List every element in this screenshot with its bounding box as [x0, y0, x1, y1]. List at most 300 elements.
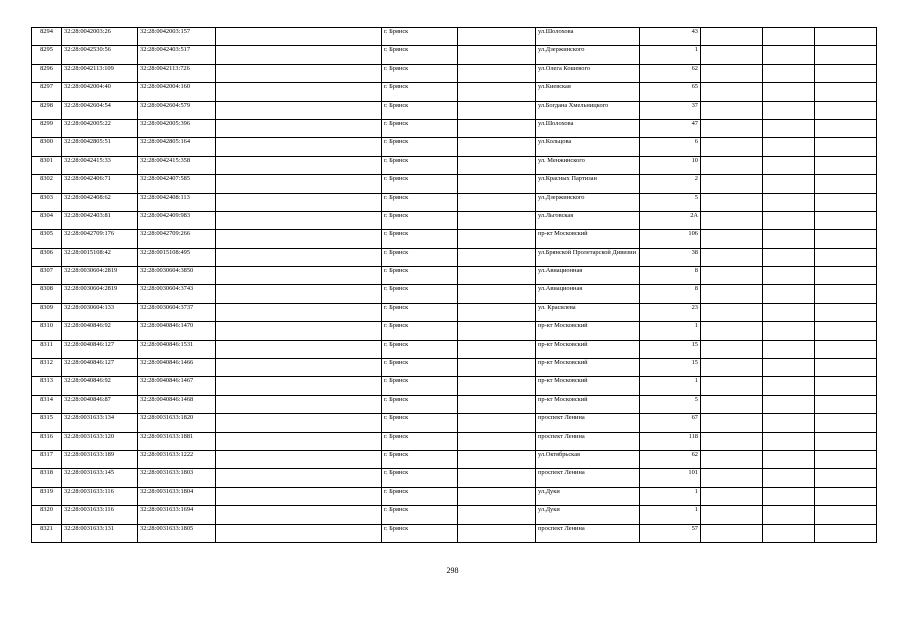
- street-cell: пр-кт Московский: [536, 377, 640, 395]
- empty-cell: [815, 138, 877, 156]
- empty-cell: [815, 359, 877, 377]
- row-number-cell: 8311: [32, 340, 62, 358]
- empty-cell: [815, 450, 877, 468]
- empty-cell: [216, 285, 382, 303]
- house-number-cell: 23: [640, 303, 701, 321]
- empty-cell: [763, 469, 815, 487]
- empty-cell: [701, 101, 763, 119]
- empty-cell: [763, 322, 815, 340]
- empty-cell: [763, 359, 815, 377]
- empty-cell: [701, 303, 763, 321]
- empty-cell: [763, 303, 815, 321]
- land-cadastral-number-cell: 32:28:0040846:92: [62, 377, 138, 395]
- row-number-cell: 8307: [32, 267, 62, 285]
- table-row: [32, 211, 877, 229]
- empty-cell: [216, 506, 382, 524]
- empty-cell: [701, 450, 763, 468]
- empty-cell: [701, 340, 763, 358]
- empty-cell: [763, 101, 815, 119]
- table-body: [32, 28, 877, 543]
- street-cell: проспект Ленина: [536, 432, 640, 450]
- building-cadastral-number-cell: 32:28:0042403:517: [138, 46, 216, 64]
- street-cell: ул.Брянской Пролетарской Дивизии: [536, 248, 640, 266]
- building-cadastral-number-cell: 32:28:0015108:495: [138, 248, 216, 266]
- empty-cell: [216, 395, 382, 413]
- house-number-cell: 5: [640, 395, 701, 413]
- table-row: [32, 450, 877, 468]
- building-cadastral-number-cell: 32:28:0042805:164: [138, 138, 216, 156]
- empty-cell: [701, 230, 763, 248]
- empty-cell: [701, 285, 763, 303]
- building-cadastral-number-cell: 32:28:0031633:1820: [138, 414, 216, 432]
- building-cadastral-number-cell: 32:28:0042003:157: [138, 28, 216, 46]
- empty-cell: [763, 138, 815, 156]
- house-number-cell: 1: [640, 377, 701, 395]
- row-number-cell: 8313: [32, 377, 62, 395]
- empty-cell: [701, 267, 763, 285]
- table-row: [32, 101, 877, 119]
- empty-cell: [763, 83, 815, 101]
- table-row: [32, 303, 877, 321]
- empty-cell: [701, 64, 763, 82]
- empty-cell: [763, 414, 815, 432]
- empty-cell: [763, 28, 815, 46]
- land-cadastral-number-cell: 32:28:0030604:133: [62, 303, 138, 321]
- land-cadastral-number-cell: 32:28:0030604:2819: [62, 267, 138, 285]
- table-row: [32, 156, 877, 174]
- street-cell: ул.Шолохова: [536, 119, 640, 137]
- land-cadastral-number-cell: 32:28:0040846:87: [62, 395, 138, 413]
- row-number-cell: 8321: [32, 524, 62, 542]
- city-cell: г. Брянск: [382, 138, 458, 156]
- row-number-cell: 8300: [32, 138, 62, 156]
- empty-cell: [701, 28, 763, 46]
- empty-cell: [815, 193, 877, 211]
- table-row: [32, 230, 877, 248]
- city-cell: г. Брянск: [382, 28, 458, 46]
- empty-cell: [216, 450, 382, 468]
- land-cadastral-number-cell: 32:28:0040846:127: [62, 359, 138, 377]
- land-cadastral-number-cell: 32:28:0031633:120: [62, 432, 138, 450]
- empty-cell: [458, 377, 536, 395]
- land-cadastral-number-cell: 32:28:0042003:26: [62, 28, 138, 46]
- building-cadastral-number-cell: 32:28:0042604:579: [138, 101, 216, 119]
- empty-cell: [763, 64, 815, 82]
- street-cell: пр-кт Московский: [536, 340, 640, 358]
- empty-cell: [216, 469, 382, 487]
- street-cell: ул.Авиационная: [536, 267, 640, 285]
- house-number-cell: 1: [640, 46, 701, 64]
- empty-cell: [458, 119, 536, 137]
- street-cell: пр-кт Московский: [536, 230, 640, 248]
- empty-cell: [815, 285, 877, 303]
- building-cadastral-number-cell: 32:28:0040846:1531: [138, 340, 216, 358]
- table-row: [32, 193, 877, 211]
- empty-cell: [763, 285, 815, 303]
- street-cell: пр-кт Московский: [536, 359, 640, 377]
- street-cell: ул.Льговская: [536, 211, 640, 229]
- empty-cell: [701, 138, 763, 156]
- empty-cell: [216, 175, 382, 193]
- row-number-cell: 8314: [32, 395, 62, 413]
- row-number-cell: 8299: [32, 119, 62, 137]
- city-cell: г. Брянск: [382, 248, 458, 266]
- house-number-cell: 62: [640, 64, 701, 82]
- empty-cell: [815, 267, 877, 285]
- empty-cell: [458, 211, 536, 229]
- empty-cell: [458, 267, 536, 285]
- empty-cell: [763, 450, 815, 468]
- empty-cell: [458, 506, 536, 524]
- street-cell: пр-кт Московский: [536, 395, 640, 413]
- house-number-cell: 106: [640, 230, 701, 248]
- table-row: [32, 414, 877, 432]
- empty-cell: [815, 211, 877, 229]
- building-cadastral-number-cell: 32:28:0030604:3743: [138, 285, 216, 303]
- land-cadastral-number-cell: 32:28:0042709:176: [62, 230, 138, 248]
- building-cadastral-number-cell: 32:28:0040846:1467: [138, 377, 216, 395]
- empty-cell: [216, 193, 382, 211]
- empty-cell: [763, 340, 815, 358]
- street-cell: пр-кт Московский: [536, 322, 640, 340]
- empty-cell: [815, 340, 877, 358]
- house-number-cell: 2А: [640, 211, 701, 229]
- row-number-cell: 8301: [32, 156, 62, 174]
- empty-cell: [815, 28, 877, 46]
- land-cadastral-number-cell: 32:28:0042113:109: [62, 64, 138, 82]
- building-cadastral-number-cell: 32:28:0031633:1804: [138, 487, 216, 505]
- empty-cell: [763, 230, 815, 248]
- house-number-cell: 2: [640, 175, 701, 193]
- house-number-cell: 6: [640, 138, 701, 156]
- building-cadastral-number-cell: 32:28:0042407:585: [138, 175, 216, 193]
- empty-cell: [701, 524, 763, 542]
- empty-cell: [216, 340, 382, 358]
- house-number-cell: 43: [640, 28, 701, 46]
- table-row: [32, 138, 877, 156]
- empty-cell: [216, 432, 382, 450]
- city-cell: г. Брянск: [382, 377, 458, 395]
- house-number-cell: 1: [640, 322, 701, 340]
- house-number-cell: 38: [640, 248, 701, 266]
- empty-cell: [458, 28, 536, 46]
- empty-cell: [216, 322, 382, 340]
- empty-cell: [815, 46, 877, 64]
- land-cadastral-number-cell: 32:28:0042415:33: [62, 156, 138, 174]
- land-cadastral-number-cell: 32:28:0031633:134: [62, 414, 138, 432]
- land-cadastral-number-cell: 32:28:0042005:22: [62, 119, 138, 137]
- city-cell: г. Брянск: [382, 285, 458, 303]
- empty-cell: [458, 156, 536, 174]
- row-number-cell: 8296: [32, 64, 62, 82]
- land-cadastral-number-cell: 32:28:0042530:56: [62, 46, 138, 64]
- street-cell: ул.Дуки: [536, 506, 640, 524]
- house-number-cell: 67: [640, 414, 701, 432]
- empty-cell: [216, 248, 382, 266]
- row-number-cell: 8317: [32, 450, 62, 468]
- empty-cell: [815, 506, 877, 524]
- city-cell: г. Брянск: [382, 83, 458, 101]
- empty-cell: [815, 83, 877, 101]
- building-cadastral-number-cell: 32:28:0031633:1222: [138, 450, 216, 468]
- house-number-cell: 65: [640, 83, 701, 101]
- building-cadastral-number-cell: 32:28:0042408:113: [138, 193, 216, 211]
- empty-cell: [701, 414, 763, 432]
- empty-cell: [815, 156, 877, 174]
- row-number-cell: 8295: [32, 46, 62, 64]
- empty-cell: [458, 359, 536, 377]
- house-number-cell: 8: [640, 285, 701, 303]
- city-cell: г. Брянск: [382, 119, 458, 137]
- street-cell: ул.Дуки: [536, 487, 640, 505]
- empty-cell: [458, 230, 536, 248]
- row-number-cell: 8294: [32, 28, 62, 46]
- street-cell: проспект Ленина: [536, 469, 640, 487]
- house-number-cell: 1: [640, 506, 701, 524]
- street-cell: ул.Дзержинского: [536, 46, 640, 64]
- house-number-cell: 62: [640, 450, 701, 468]
- empty-cell: [815, 230, 877, 248]
- table-row: [32, 46, 877, 64]
- house-number-cell: 15: [640, 359, 701, 377]
- table-row: [32, 340, 877, 358]
- page-number: 298: [446, 566, 459, 575]
- empty-cell: [701, 119, 763, 137]
- land-cadastral-number-cell: 32:28:0042004:40: [62, 83, 138, 101]
- street-cell: ул.Олега Кошевого: [536, 64, 640, 82]
- table-row: [32, 377, 877, 395]
- empty-cell: [458, 138, 536, 156]
- empty-cell: [701, 211, 763, 229]
- table-row: [32, 359, 877, 377]
- empty-cell: [815, 248, 877, 266]
- land-cadastral-number-cell: 32:28:0030604:2819: [62, 285, 138, 303]
- empty-cell: [701, 359, 763, 377]
- empty-cell: [763, 175, 815, 193]
- empty-cell: [216, 64, 382, 82]
- empty-cell: [763, 119, 815, 137]
- building-cadastral-number-cell: 32:28:0030604:3850: [138, 267, 216, 285]
- empty-cell: [701, 322, 763, 340]
- empty-cell: [815, 175, 877, 193]
- land-cadastral-number-cell: 32:28:0015108:42: [62, 248, 138, 266]
- empty-cell: [701, 83, 763, 101]
- table-row: [32, 248, 877, 266]
- street-cell: ул.Богдана Хмельницкого: [536, 101, 640, 119]
- city-cell: г. Брянск: [382, 487, 458, 505]
- empty-cell: [216, 267, 382, 285]
- empty-cell: [216, 303, 382, 321]
- empty-cell: [458, 340, 536, 358]
- empty-cell: [458, 248, 536, 266]
- table-row: [32, 506, 877, 524]
- empty-cell: [701, 377, 763, 395]
- table-row: [32, 175, 877, 193]
- city-cell: г. Брянск: [382, 322, 458, 340]
- building-cadastral-number-cell: 32:28:0031633:1803: [138, 469, 216, 487]
- table-row: [32, 395, 877, 413]
- empty-cell: [216, 28, 382, 46]
- street-cell: ул.Шолохова: [536, 28, 640, 46]
- city-cell: г. Брянск: [382, 156, 458, 174]
- empty-cell: [701, 193, 763, 211]
- empty-cell: [701, 248, 763, 266]
- empty-cell: [458, 101, 536, 119]
- building-cadastral-number-cell: 32:28:0031633:1694: [138, 506, 216, 524]
- table-row: [32, 432, 877, 450]
- city-cell: г. Брянск: [382, 175, 458, 193]
- empty-cell: [458, 469, 536, 487]
- city-cell: г. Брянск: [382, 524, 458, 542]
- street-cell: ул.Кольцова: [536, 138, 640, 156]
- empty-cell: [815, 64, 877, 82]
- empty-cell: [216, 487, 382, 505]
- city-cell: г. Брянск: [382, 506, 458, 524]
- house-number-cell: 10: [640, 156, 701, 174]
- empty-cell: [701, 395, 763, 413]
- empty-cell: [458, 64, 536, 82]
- street-cell: ул. Менжинского: [536, 156, 640, 174]
- empty-cell: [458, 432, 536, 450]
- empty-cell: [763, 432, 815, 450]
- empty-cell: [216, 138, 382, 156]
- building-cadastral-number-cell: 32:28:0031633:1805: [138, 524, 216, 542]
- city-cell: г. Брянск: [382, 230, 458, 248]
- empty-cell: [763, 248, 815, 266]
- city-cell: г. Брянск: [382, 359, 458, 377]
- empty-cell: [458, 487, 536, 505]
- row-number-cell: 8310: [32, 322, 62, 340]
- land-cadastral-number-cell: 32:28:0042406:71: [62, 175, 138, 193]
- city-cell: г. Брянск: [382, 340, 458, 358]
- city-cell: г. Брянск: [382, 432, 458, 450]
- house-number-cell: 15: [640, 340, 701, 358]
- land-cadastral-number-cell: 32:28:0031633:189: [62, 450, 138, 468]
- land-cadastral-number-cell: 32:28:0042403:81: [62, 211, 138, 229]
- land-cadastral-number-cell: 32:28:0040846:127: [62, 340, 138, 358]
- land-cadastral-number-cell: 32:28:0042604:54: [62, 101, 138, 119]
- empty-cell: [458, 46, 536, 64]
- house-number-cell: 118: [640, 432, 701, 450]
- row-number-cell: 8305: [32, 230, 62, 248]
- house-number-cell: 57: [640, 524, 701, 542]
- row-number-cell: 8302: [32, 175, 62, 193]
- land-cadastral-number-cell: 32:28:0031633:116: [62, 487, 138, 505]
- empty-cell: [216, 83, 382, 101]
- empty-cell: [216, 156, 382, 174]
- empty-cell: [763, 211, 815, 229]
- empty-cell: [458, 303, 536, 321]
- row-number-cell: 8309: [32, 303, 62, 321]
- city-cell: г. Брянск: [382, 101, 458, 119]
- city-cell: г. Брянск: [382, 303, 458, 321]
- empty-cell: [701, 175, 763, 193]
- city-cell: г. Брянск: [382, 64, 458, 82]
- land-cadastral-number-cell: 32:28:0042408:62: [62, 193, 138, 211]
- building-cadastral-number-cell: 32:28:0031633:1881: [138, 432, 216, 450]
- street-cell: ул. Красилева: [536, 303, 640, 321]
- building-cadastral-number-cell: 32:28:0042709:266: [138, 230, 216, 248]
- empty-cell: [701, 432, 763, 450]
- empty-cell: [458, 395, 536, 413]
- street-cell: ул.Октябрьская: [536, 450, 640, 468]
- empty-cell: [458, 175, 536, 193]
- empty-cell: [701, 506, 763, 524]
- empty-cell: [701, 46, 763, 64]
- table-row: [32, 285, 877, 303]
- empty-cell: [701, 156, 763, 174]
- empty-cell: [815, 101, 877, 119]
- empty-cell: [763, 487, 815, 505]
- empty-cell: [763, 395, 815, 413]
- empty-cell: [763, 267, 815, 285]
- street-cell: ул.Киевская: [536, 83, 640, 101]
- land-cadastral-number-cell: 32:28:0042805:51: [62, 138, 138, 156]
- building-cadastral-number-cell: 32:28:0042005:396: [138, 119, 216, 137]
- empty-cell: [815, 377, 877, 395]
- city-cell: г. Брянск: [382, 414, 458, 432]
- street-cell: ул.Авиационная: [536, 285, 640, 303]
- property-registry-table: [31, 27, 877, 543]
- empty-cell: [815, 524, 877, 542]
- empty-cell: [458, 322, 536, 340]
- empty-cell: [701, 487, 763, 505]
- empty-cell: [458, 450, 536, 468]
- city-cell: г. Брянск: [382, 211, 458, 229]
- empty-cell: [216, 211, 382, 229]
- street-cell: ул.Дзержинского: [536, 193, 640, 211]
- row-number-cell: 8298: [32, 101, 62, 119]
- city-cell: г. Брянск: [382, 267, 458, 285]
- building-cadastral-number-cell: 32:28:0040846:1466: [138, 359, 216, 377]
- house-number-cell: 47: [640, 119, 701, 137]
- empty-cell: [216, 46, 382, 64]
- empty-cell: [216, 377, 382, 395]
- row-number-cell: 8306: [32, 248, 62, 266]
- empty-cell: [815, 487, 877, 505]
- row-number-cell: 8320: [32, 506, 62, 524]
- empty-cell: [216, 524, 382, 542]
- house-number-cell: 101: [640, 469, 701, 487]
- table-row: [32, 64, 877, 82]
- table-row: [32, 28, 877, 46]
- building-cadastral-number-cell: 32:28:0042409:983: [138, 211, 216, 229]
- street-cell: ул.Красных Партизан: [536, 175, 640, 193]
- empty-cell: [815, 432, 877, 450]
- street-cell: проспект Ленина: [536, 414, 640, 432]
- building-cadastral-number-cell: 32:28:0040846:1470: [138, 322, 216, 340]
- land-cadastral-number-cell: 32:28:0031633:116: [62, 506, 138, 524]
- row-number-cell: 8318: [32, 469, 62, 487]
- empty-cell: [763, 506, 815, 524]
- empty-cell: [763, 377, 815, 395]
- row-number-cell: 8319: [32, 487, 62, 505]
- city-cell: г. Брянск: [382, 450, 458, 468]
- empty-cell: [815, 119, 877, 137]
- empty-cell: [815, 322, 877, 340]
- empty-cell: [216, 230, 382, 248]
- house-number-cell: 8: [640, 267, 701, 285]
- land-cadastral-number-cell: 32:28:0031633:131: [62, 524, 138, 542]
- table-row: [32, 487, 877, 505]
- city-cell: г. Брянск: [382, 469, 458, 487]
- building-cadastral-number-cell: 32:28:0042004:160: [138, 83, 216, 101]
- empty-cell: [815, 469, 877, 487]
- empty-cell: [458, 524, 536, 542]
- empty-cell: [216, 119, 382, 137]
- house-number-cell: 5: [640, 193, 701, 211]
- city-cell: г. Брянск: [382, 193, 458, 211]
